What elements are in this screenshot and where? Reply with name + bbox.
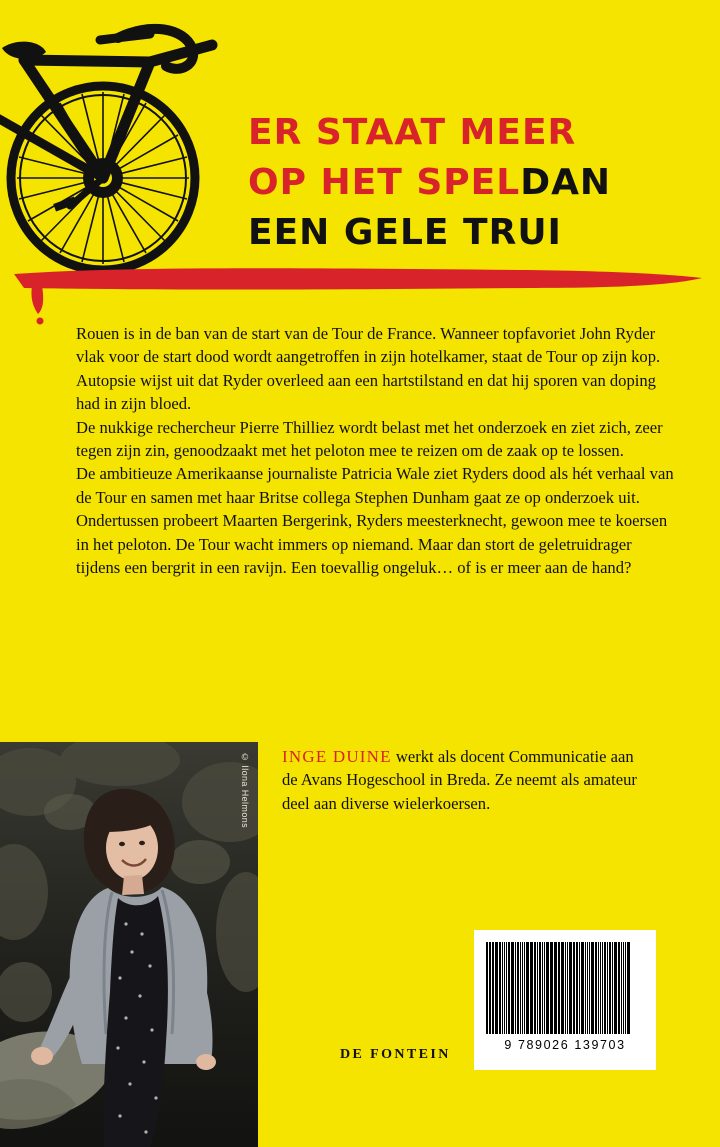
author-bio-text: werkt als docent Communicatie aan de Avans Hogeschool in Breda. Ze neemt als amateur deel aan diverse wielerkoersen. <box>282 747 637 813</box>
headline-line-2 <box>248 160 688 206</box>
barcode-digits: 9 789026 139703 <box>504 1038 626 1052</box>
headline <box>248 110 688 260</box>
bicycle-icon <box>0 29 212 270</box>
author-bio <box>282 745 642 815</box>
headline-line-1: ER STAAT MEER <box>248 112 577 153</box>
headline-line-2-red: OP HET SPEL <box>248 162 521 203</box>
publisher-name: DE FONTEIN <box>340 1047 451 1062</box>
photo-credit: © Ilona Helmons <box>240 752 250 829</box>
red-brush-stroke <box>8 266 708 326</box>
headline-line-3: EEN GELE TRUI <box>248 212 562 253</box>
blurb-paragraph-1: Rouen is in de ban van de start van de Tour de France. Wanneer topfavoriet John Ryder vlak voor de start dood wordt aangetroffen in zijn hotelkamer, staat de Tour op zijn kop. Autopsie wijst uit dat Ryder overleed aan een hartstilstand en dat hij sporen van doping had in zijn bloed. <box>76 324 661 414</box>
bicycle-illustration <box>0 0 240 300</box>
barcode <box>474 930 656 1070</box>
barcode-bars <box>486 942 644 1034</box>
blurb-paragraph-2: De nukkige rechercheur Pierre Thilliez wordt belast met het onderzoek en ziet zich, zeer tegen zijn zin, genoodzaakt met het peloton mee te reizen om de zaak op te lossen. <box>76 417 663 461</box>
headline-line-2-black: DAN <box>520 162 612 203</box>
blurb-paragraph-3: De ambitieuze Amerikaanse journaliste Patricia Wale ziet Ryders dood als hét verhaal van de Tour en samen met haar Britse collega Stephen Dunham gaat ze op onderzoek uit. <box>76 464 674 507</box>
author-name: INGE DUINE <box>282 747 392 766</box>
blurb-text <box>76 322 676 579</box>
blurb-paragraph-4: Ondertussen probeert Maarten Bergerink, Ryders meesterknecht, gewoon mee te koersen in het peloton. De Tour wacht immers op niemand. Maar dan stort de geletruidrager tijdens een bergrit in een ravijn. Een toevallig ongeluk… of is er meer aan de hand? <box>76 511 668 578</box>
author-photo <box>0 742 258 1147</box>
